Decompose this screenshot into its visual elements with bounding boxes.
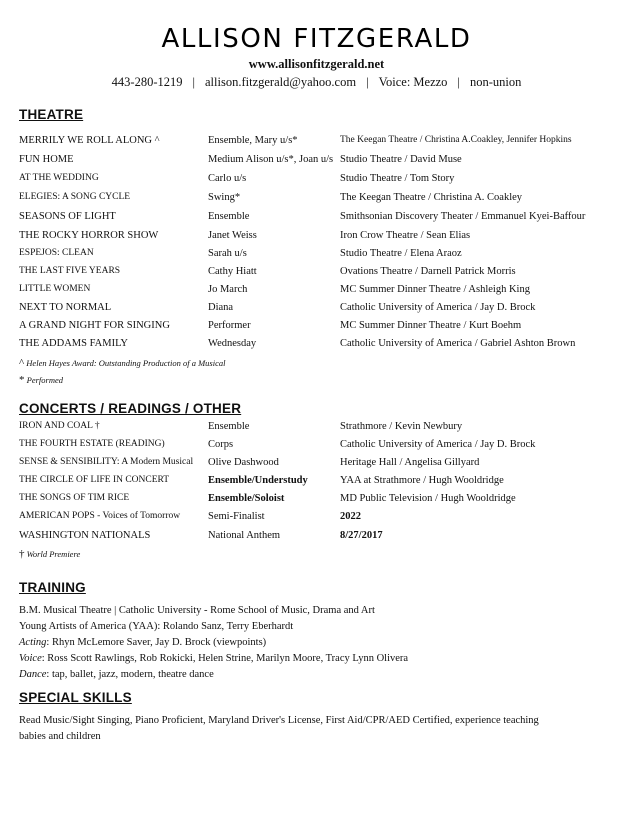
- role: Diana: [208, 302, 234, 313]
- contact-separator: |: [192, 75, 195, 89]
- company-director: YAA at Strathmore / Hugh Wooldridge: [340, 475, 504, 486]
- company-director: MC Summer Dinner Theatre / Ashleigh King: [340, 284, 530, 295]
- show-title: MERRILY WE ROLL ALONG ^: [19, 135, 160, 146]
- role: Cathy Hiatt: [208, 266, 257, 277]
- union-status: non-union: [469, 75, 522, 89]
- concert-row: [19, 439, 619, 455]
- role: Ensemble/Soloist: [208, 493, 285, 504]
- concert-row: [19, 457, 619, 473]
- voice-label: Voice: [19, 653, 42, 664]
- show-title: AT THE WEDDING: [19, 173, 99, 183]
- asterisk-symbol: *: [19, 374, 25, 386]
- show-title: FUN HOME: [19, 154, 74, 165]
- company-director: Iron Crow Theatre / Sean Elias: [340, 230, 471, 241]
- dagger-symbol: †: [19, 548, 25, 560]
- company-director: The Keegan Theatre / Christina A. Coakley: [340, 192, 523, 203]
- company-director: Catholic University of America / Gabriel Ashton Brown: [340, 338, 576, 349]
- role: Ensemble, Mary u/s*: [208, 135, 298, 146]
- yaa-line: Young Artists of America (YAA): Rolando Sanz, Terry Eberhardt: [19, 621, 294, 632]
- company-director: Studio Theatre / Elena Araoz: [340, 248, 462, 259]
- theatre-row: [19, 173, 619, 189]
- email-address[interactable]: allison.fitzgerald@yahoo.com: [205, 75, 357, 89]
- theatre-row: [19, 211, 619, 227]
- voice-teachers: : Ross Scott Rawlings, Rob Rokicki, Helen Strine, Marilyn Moore, Tracy Lynn Olivera: [41, 653, 409, 664]
- dance-line: [19, 667, 609, 683]
- company-director: The Keegan Theatre / Christina A.Coakley, Jennifer Hopkins: [340, 135, 572, 145]
- role: Ensemble/Understudy: [208, 475, 308, 486]
- company-director: Studio Theatre / Tom Story: [340, 173, 455, 184]
- show-title: ELEGIES: A SONG CYCLE: [19, 192, 131, 202]
- skills-text: Read Music/Sight Singing, Piano Proficient, Maryland Driver's License, First Aid/CPR/AED Certified, experience teaching babies and children: [19, 715, 539, 742]
- role: Sarah u/s: [208, 248, 247, 259]
- show-title: THE CIRCLE OF LIFE IN CONCERT: [19, 475, 170, 485]
- theatre-row: [19, 248, 619, 264]
- company-director: Catholic University of America / Jay D. Brock: [340, 302, 536, 313]
- show-title: LITTLE WOMEN: [19, 284, 91, 294]
- show-title: THE FOURTH ESTATE (READING): [19, 439, 165, 449]
- show-title: THE ROCKY HORROR SHOW: [19, 230, 159, 241]
- theatre-row: [19, 192, 619, 208]
- acting-teachers: : Rhyn McLemore Saver, Jay D. Brock (viewpoints): [46, 637, 267, 648]
- award-footnote: [19, 357, 225, 369]
- concert-row: [19, 493, 619, 509]
- theatre-row: [19, 284, 619, 300]
- performed-footnote: [19, 374, 63, 386]
- footnote-text: Performed: [26, 375, 63, 385]
- theatre-heading: THEATRE: [19, 107, 84, 122]
- footnote-text: Helen Hayes Award: Outstanding Production of a Musical: [26, 358, 226, 368]
- company-director: Smithsonian Discovery Theater / Emmanuel Kyei-Baffour: [340, 211, 586, 222]
- show-title: ESPEJOS: CLEAN: [19, 248, 94, 258]
- role: Olive Dashwood: [208, 457, 279, 468]
- role: Janet Weiss: [208, 230, 257, 241]
- show-title: NEXT TO NORMAL: [19, 302, 112, 313]
- concerts-heading: CONCERTS / READINGS / OTHER: [19, 401, 242, 416]
- theatre-row: [19, 230, 619, 246]
- company-director: Studio Theatre / David Muse: [340, 154, 462, 165]
- contact-line: [0, 75, 633, 90]
- premiere-footnote: [19, 548, 80, 560]
- company-director: MC Summer Dinner Theatre / Kurt Boehm: [340, 320, 522, 331]
- voice-type: Voice: Mezzo: [378, 75, 448, 89]
- concert-row: [19, 421, 619, 437]
- role: Ensemble: [208, 421, 250, 432]
- skills-heading: SPECIAL SKILLS: [19, 690, 132, 705]
- show-title: AMERICAN POPS - Voices of Tomorrow: [19, 511, 181, 521]
- footnote-text: World Premiere: [26, 549, 81, 559]
- competition-year: 2022: [340, 511, 361, 522]
- role: Corps: [208, 439, 234, 450]
- show-title: THE SONGS OF TIM RICE: [19, 493, 130, 503]
- contact-separator: |: [366, 75, 369, 89]
- performance-date: 8/27/2017: [340, 530, 383, 541]
- show-title: SENSE & SENSIBILITY: A Modern Musical: [19, 457, 194, 467]
- dance-styles: : tap, ballet, jazz, modern, theatre dance: [46, 669, 214, 680]
- role: Semi-Finalist: [208, 511, 265, 522]
- role: Jo March: [208, 284, 248, 295]
- theatre-row: [19, 320, 619, 336]
- concert-row: [19, 530, 619, 546]
- role: Performer: [208, 320, 251, 331]
- role: Carlo u/s: [208, 173, 247, 184]
- role: National Anthem: [208, 530, 281, 541]
- caret-symbol: ^: [19, 357, 25, 369]
- training-details: [19, 603, 609, 683]
- show-title: THE LAST FIVE YEARS: [19, 266, 121, 276]
- company-director: Heritage Hall / Angelisa Gillyard: [340, 457, 480, 468]
- dance-label: Dance: [19, 669, 47, 680]
- acting-line: [19, 635, 609, 651]
- company-director: Catholic University of America / Jay D. Brock: [340, 439, 536, 450]
- role: Wednesday: [208, 338, 257, 349]
- role: Ensemble: [208, 211, 250, 222]
- resume-name: ALLISON FITZGERALD: [161, 24, 472, 54]
- role: Swing*: [208, 192, 241, 203]
- concert-row: [19, 475, 619, 491]
- training-heading: TRAINING: [19, 580, 86, 595]
- website-link[interactable]: www.allisonfitzgerald.net: [248, 57, 385, 71]
- theatre-row: [19, 302, 619, 318]
- show-title: WASHINGTON NATIONALS: [19, 530, 151, 541]
- show-title: SEASONS OF LIGHT: [19, 211, 116, 222]
- theatre-row: [19, 135, 619, 151]
- company-director: Strathmore / Kevin Newbury: [340, 421, 463, 432]
- show-title: A GRAND NIGHT FOR SINGING: [19, 320, 170, 331]
- theatre-row: [19, 154, 619, 170]
- phone-number: 443-280-1219: [111, 75, 183, 89]
- contact-separator: |: [457, 75, 460, 89]
- theatre-row: [19, 338, 619, 354]
- theatre-row: [19, 266, 619, 282]
- acting-label: Acting: [19, 637, 47, 648]
- voice-line: [19, 651, 609, 667]
- show-title: IRON AND COAL †: [19, 421, 100, 431]
- show-title: THE ADDAMS FAMILY: [19, 338, 129, 349]
- degree-line: B.M. Musical Theatre | Catholic University - Rome School of Music, Drama and Art: [19, 605, 375, 616]
- role: Medium Alison u/s*, Joan u/s: [208, 154, 334, 165]
- company-director: MD Public Television / Hugh Wooldridge: [340, 493, 516, 504]
- concert-row: [19, 511, 619, 527]
- company-director: Ovations Theatre / Darnell Patrick Morris: [340, 266, 516, 277]
